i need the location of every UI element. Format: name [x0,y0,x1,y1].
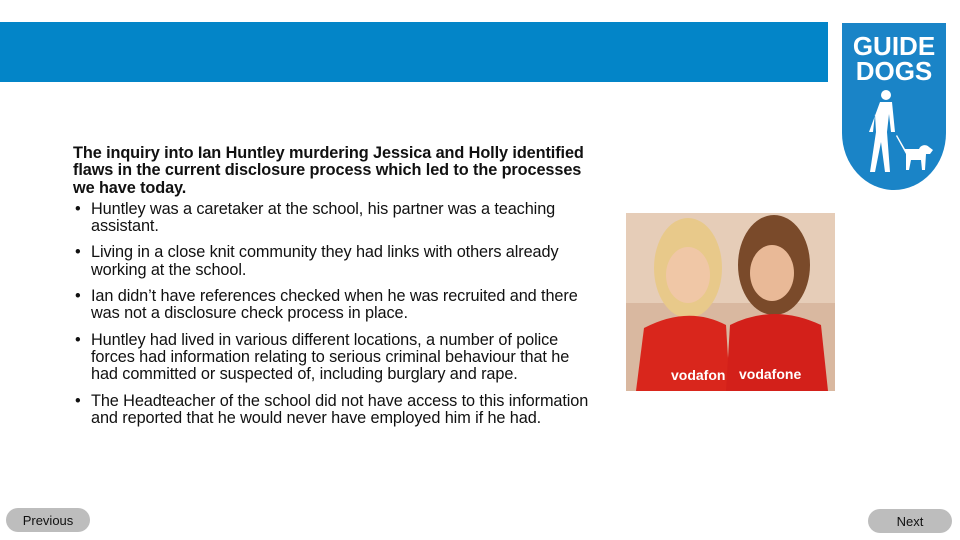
next-button[interactable]: Next [868,509,952,533]
bullet-item: • Living in a close knit community they had links with others already working at the school. [73,244,593,279]
bullet-item: • Huntley had lived in various different locations, a number of police forces had information relating to serious criminal behaviour that he had committed or suspected of, including burglary and rape. [73,332,593,384]
bullet-item: • Huntley was a caretaker at the school, his partner was a teaching assistant. [73,201,593,236]
bullet-item: • Ian didn’t have references checked when he was recruited and there was not a disclosure check process in place. [73,288,593,323]
logo-text-guide: GUIDE [852,31,936,61]
slide-body [73,145,593,436]
previous-button[interactable]: Previous [6,508,90,532]
bullet-item: • The Headteacher of the school did not have access to this information and reported that he would never have employed him if he had. [73,393,593,428]
shirt-text-right: vodafone [739,366,802,382]
guide-dogs-logo [842,23,946,190]
header-bar [0,22,828,82]
intro-text: The inquiry into Ian Huntley murdering Jessica and Holly identified flaws in the current disclosure process which led to the processes we have today. [73,144,584,197]
bullet-list [73,201,593,427]
shirt-text-left: vodafon [671,367,726,383]
photo-two-girls [626,213,835,391]
logo-text-dogs: DOGS [855,56,933,86]
